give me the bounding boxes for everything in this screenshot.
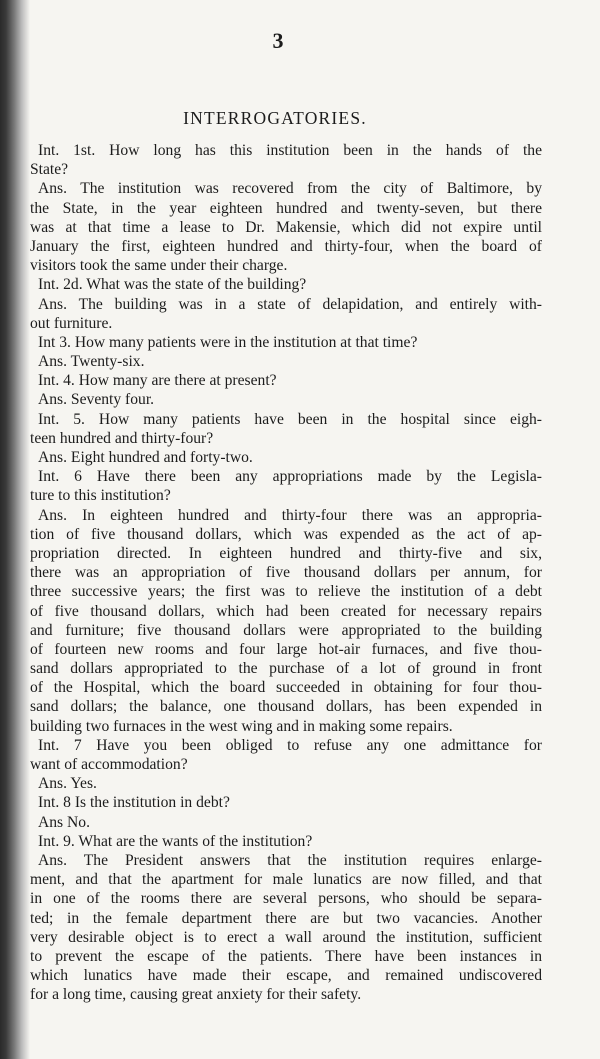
text-line: Ans. In eighteen hundred and thirty-four there was an appropria-: [38, 506, 542, 524]
text-line: Ans. The building was in a state of delapidation, and entirely with-: [38, 295, 542, 313]
text-line: ment, and that the apartment for male lunatics are now filled, and that: [30, 871, 542, 889]
text-line: of fourteen new rooms and four large hot-air furnaces, and five thou-: [30, 640, 542, 658]
text-line: Ans No.: [38, 813, 90, 831]
text-line: Ans. Eight hundred and forty-two.: [38, 449, 253, 466]
text-line: out furniture.: [30, 314, 113, 332]
text-line: was at that time a lease to Dr. Makensie, which did not expire until: [30, 218, 542, 236]
text-line: Int. 6 Have there been any appropriations made by the Legisla-: [38, 468, 542, 486]
text-line: Int. 8 Is the institution in debt?: [38, 794, 230, 812]
text-line: Ans. Yes.: [38, 775, 97, 793]
section-heading: INTERROGATORIES.: [183, 108, 367, 128]
text-line: and furniture; five thousand dollars were appropriated to the building: [30, 621, 542, 639]
text-line: very desirable object is to erect a wall around the institution, sufficient: [30, 928, 542, 946]
text-line: Int. 1st. How long has this institution been in the hands of the: [38, 142, 542, 159]
text-line: Ans. The institution was recovered from the city of Baltimore, by: [38, 180, 542, 198]
text-line: of the Hospital, which the board succeeded in obtaining for four thou-: [30, 679, 542, 697]
text-line: propriation directed. In eighteen hundred and thirty-five and six,: [30, 544, 542, 562]
text-line: Ans. The President answers that the institution requires enlarge-: [38, 851, 542, 869]
text-line: tion of five thousand dollars, which was expended as the act of ap-: [30, 525, 542, 543]
text-line: ture to this institution?: [30, 487, 171, 505]
text-line: the State, in the year eighteen hundred and twenty-seven, but there: [30, 199, 542, 217]
text-line: want of accommodation?: [30, 756, 188, 773]
text-line: to prevent the escape of the patients. There have been instances in: [30, 947, 542, 965]
text-line: ted; in the female department there are but two vacancies. Another: [30, 909, 542, 927]
document-page: [30, 0, 588, 1059]
text-line: for a long time, causing great anxiety for their safety.: [30, 986, 362, 1004]
text-line: Ans. Twenty-six.: [38, 353, 145, 371]
body-text: [30, 141, 542, 1004]
page-number: 3: [272, 28, 284, 53]
text-line: Int. 7 Have you been obliged to refuse any one admittance for: [38, 736, 542, 754]
text-line: there was an appropriation of five thousand dollars per annum, for: [30, 564, 542, 582]
text-line: Int. 2d. What was the state of the building?: [38, 276, 307, 294]
text-line: visitors took the same under their charge.: [30, 257, 288, 275]
text-line: sand dollars appropriated to the purchase of a lot of ground in front: [30, 660, 542, 678]
text-line: teen hundred and thirty-four?: [30, 429, 214, 447]
page-binding-edge: [0, 0, 30, 1059]
text-line: Int. 9. What are the wants of the institution?: [38, 832, 313, 850]
text-line: State?: [30, 161, 69, 179]
text-line: Int 3. How many patients were in the institution at that time?: [38, 333, 418, 351]
text-line: Ans. Seventy four.: [38, 391, 155, 409]
text-line: which lunatics have made their escape, and remained undiscovered: [30, 967, 542, 985]
text-line: building two furnaces in the west wing and in making some repairs.: [30, 717, 453, 735]
text-line: three successive years; the first was to relieve the institution of a debt: [30, 583, 542, 601]
text-line: Int. 5. How many patients have been in the hospital since eigh-: [38, 410, 542, 428]
text-line: Int. 4. How many are there at present?: [38, 372, 277, 390]
text-line: January the first, eighteen hundred and thirty-four, when the board of: [30, 237, 542, 255]
text-line: sand dollars; the balance, one thousand dollars, has been expended in: [30, 698, 542, 716]
text-line: in one of the rooms there are several persons, who should be separa-: [30, 890, 542, 908]
text-line: of five thousand dollars, which had been created for necessary repairs: [30, 602, 542, 620]
